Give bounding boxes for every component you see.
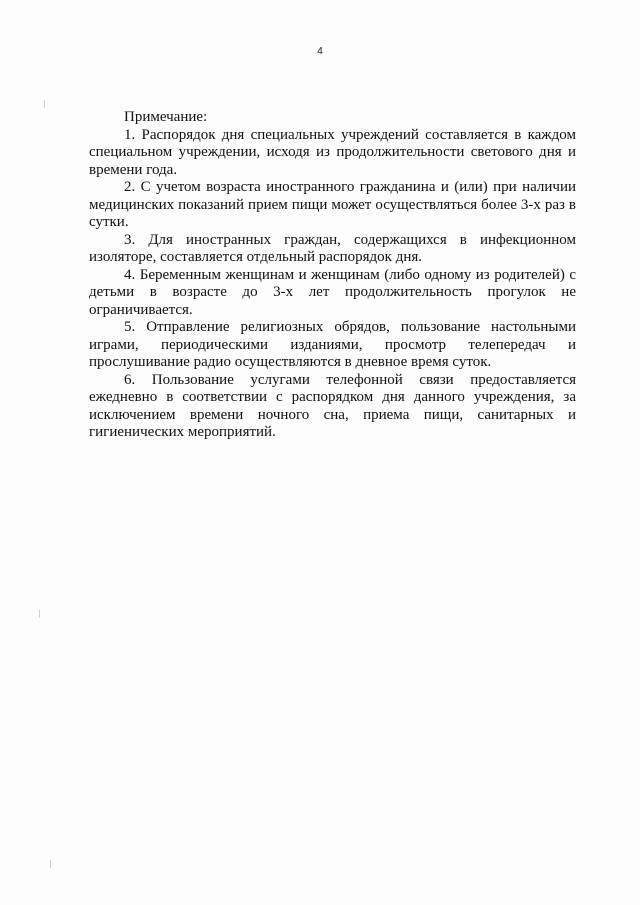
note-item-1: 1. Распорядок дня специальных учреждений составляется в каждом специальном учреждении, исходя из продолжительности светового дня и времени года. xyxy=(89,126,576,178)
note-item-4: 4. Беременным женщинам и женщинам (либо одному из родителей) с детьми в возрасте до 3-х лет продолжительность прогулок не ограничивается. xyxy=(89,266,576,318)
note-item-6: 6. Пользование услугами телефонной связи предоставляется ежедневно в соответствии с распорядком дня данного учреждения, за исключением времени ночного сна, приема пищи, санитарных и гигиенических мероприятий. xyxy=(89,371,576,440)
note-item-3: 3. Для иностранных граждан, содержащихся в инфекционном изоляторе, составляется отдельный распорядок дня. xyxy=(89,231,576,265)
scan-artifact xyxy=(39,610,40,618)
notes-section xyxy=(89,109,576,442)
scan-artifact xyxy=(44,100,45,108)
notes-heading: Примечание: xyxy=(124,109,208,125)
scan-artifact xyxy=(50,860,51,868)
note-item-5: 5. Отправление религиозных обрядов, пользование настольными играми, периодическими изданиями, просмотр телепередач и прослушивание радио осуществляются в дневное время суток. xyxy=(89,319,576,370)
page-number: 4 xyxy=(317,46,323,57)
note-item-2: 2. С учетом возраста иностранного гражданина и (или) при наличии медицинских показаний прием пищи может осуществляться более 3-х раз в сутки. xyxy=(89,179,576,230)
